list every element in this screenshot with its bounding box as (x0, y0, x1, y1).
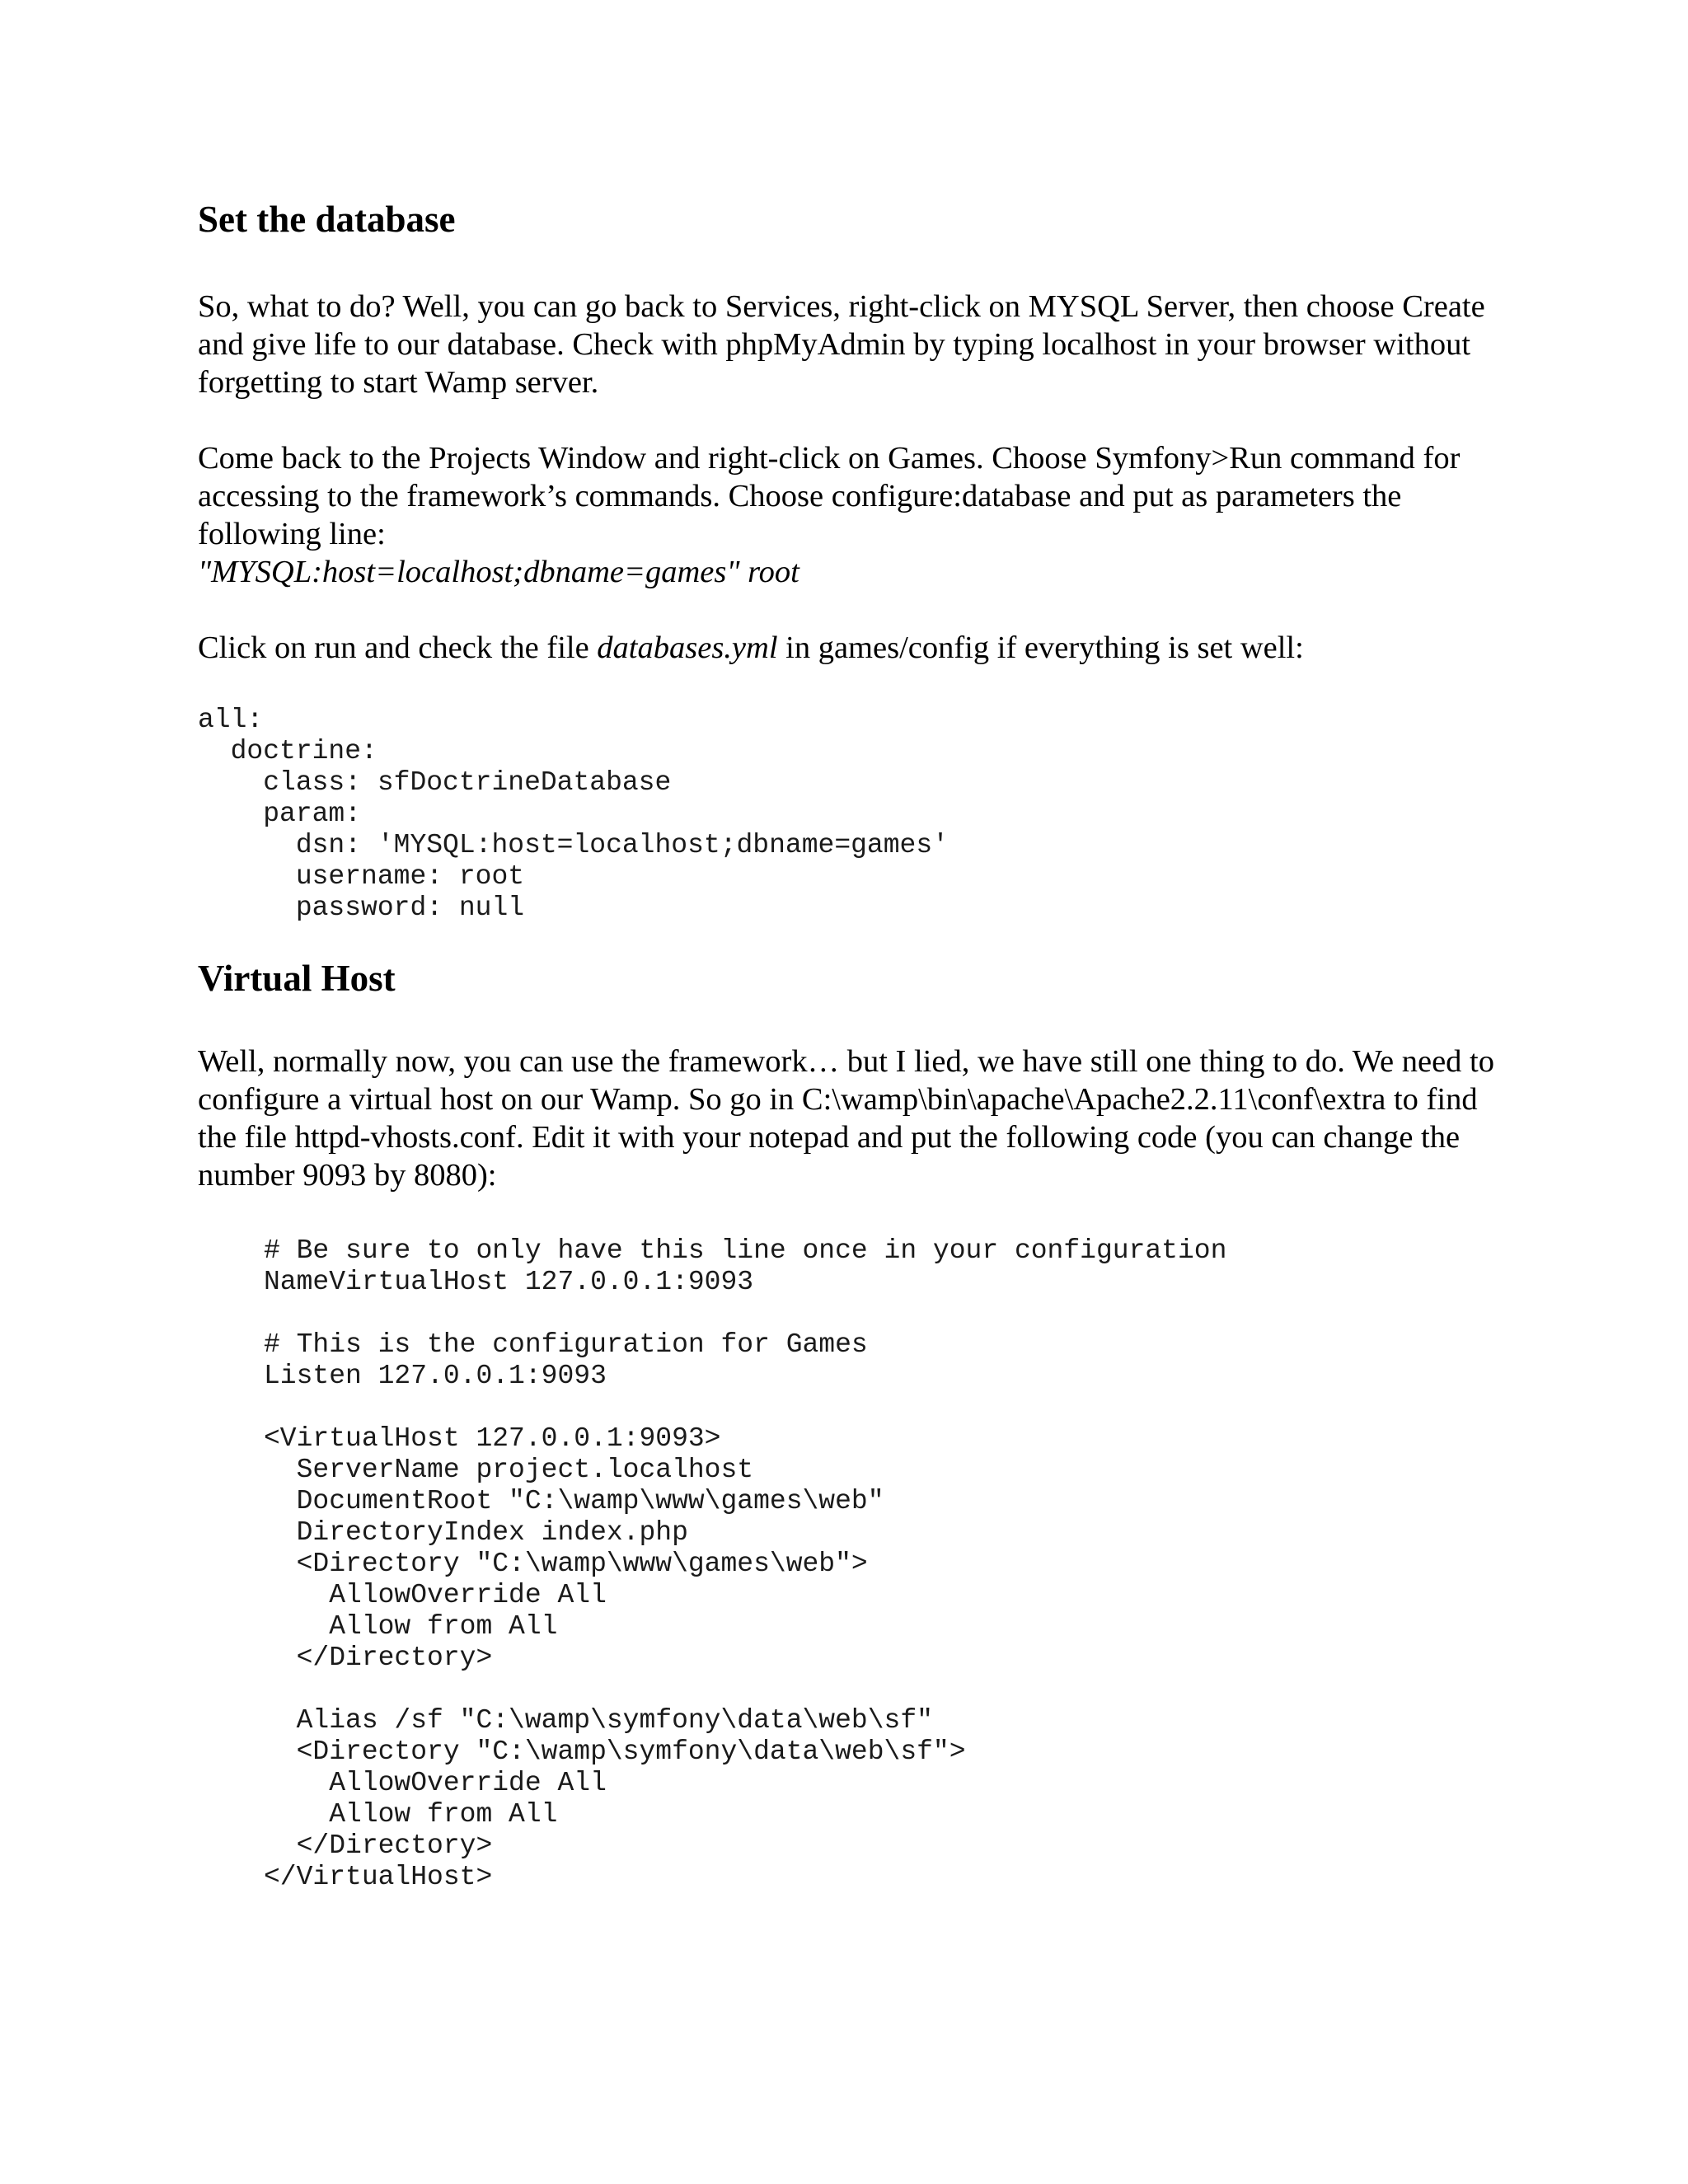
code-block-databases-yml (198, 705, 1500, 924)
code-blank-line (264, 1392, 1500, 1423)
paragraph-configure-vhost: Well, normally now, you can use the framework… but I lied, we have still one thing to do. We need to configure a virtual host on our Wamp. So go in C:\wamp\bin\apache\Apache2.2.11\conf\extra to find the file httpd-vhosts.conf. Edit it with your notepad and put the following code (you can change the number 9093 by 8080): (198, 1044, 1494, 1193)
code-line: NameVirtualHost 127.0.0.1:9093 (264, 1267, 754, 1297)
paragraph-check-file-after: in games/config if everything is set well: (777, 630, 1304, 665)
code-line: ServerName project.localhost (264, 1455, 754, 1485)
code-line: # This is the configuration for Games (264, 1329, 868, 1360)
code-line: AllowOverride All (264, 1768, 607, 1798)
code-line: Listen 127.0.0.1:9093 (264, 1361, 607, 1391)
section-heading-set-database: Set the database (198, 199, 456, 240)
code-line: password: null (198, 893, 525, 923)
code-line: Allow from All (264, 1611, 558, 1642)
filename-databases-yml: databases.yml (597, 630, 778, 665)
code-line: <Directory "C:\wamp\symfony\data\web\sf"> (264, 1736, 966, 1767)
code-line: AllowOverride All (264, 1580, 607, 1610)
code-line: class: sfDoctrineDatabase (198, 767, 672, 798)
document-page (198, 198, 1500, 1893)
code-line: <Directory "C:\wamp\www\games\web"> (264, 1549, 868, 1579)
code-line: </VirtualHost> (264, 1862, 493, 1892)
command-parameters: "MYSQL:host=localhost;dbname=games" root (198, 555, 799, 589)
code-line: DocumentRoot "C:\wamp\www\games\web" (264, 1486, 884, 1516)
paragraph-run-command (198, 439, 1500, 591)
code-line: Alias /sf "C:\wamp\symfony\data\web\sf" (264, 1705, 933, 1736)
code-line: # Be sure to only have this line once in your configuration (264, 1235, 1227, 1266)
paragraph-create-database: So, what to do? Well, you can go back to Services, right-click on MYSQL Server, then choose Create and give life to our database. Check with phpMyAdmin by typing localhost in your browser without forgetting to start Wamp server. (198, 289, 1485, 400)
code-line: username: root (198, 861, 525, 892)
code-line: <VirtualHost 127.0.0.1:9093> (264, 1423, 721, 1454)
code-line: doctrine: (198, 736, 377, 766)
code-line: </Directory> (264, 1830, 493, 1861)
paragraph-check-file (198, 629, 1500, 667)
code-line: dsn: 'MYSQL:host=localhost;dbname=games' (198, 830, 949, 860)
section-heading-virtual-host: Virtual Host (198, 958, 396, 999)
code-blank-line (264, 1674, 1500, 1705)
code-line: </Directory> (264, 1643, 493, 1673)
code-line: DirectoryIndex index.php (264, 1517, 688, 1548)
code-line: param: (198, 799, 362, 829)
code-block-httpd-vhosts (264, 1235, 1500, 1893)
code-line: all: (198, 705, 264, 735)
paragraph-check-file-before: Click on run and check the file (198, 630, 598, 665)
code-line: Allow from All (264, 1799, 558, 1830)
paragraph-run-command-text: Come back to the Projects Window and right-click on Games. Choose Symfony>Run command for accessing to the framework’s commands. Choose configure:database and put as parameters the following line: (198, 441, 1461, 551)
code-blank-line (264, 1298, 1500, 1329)
